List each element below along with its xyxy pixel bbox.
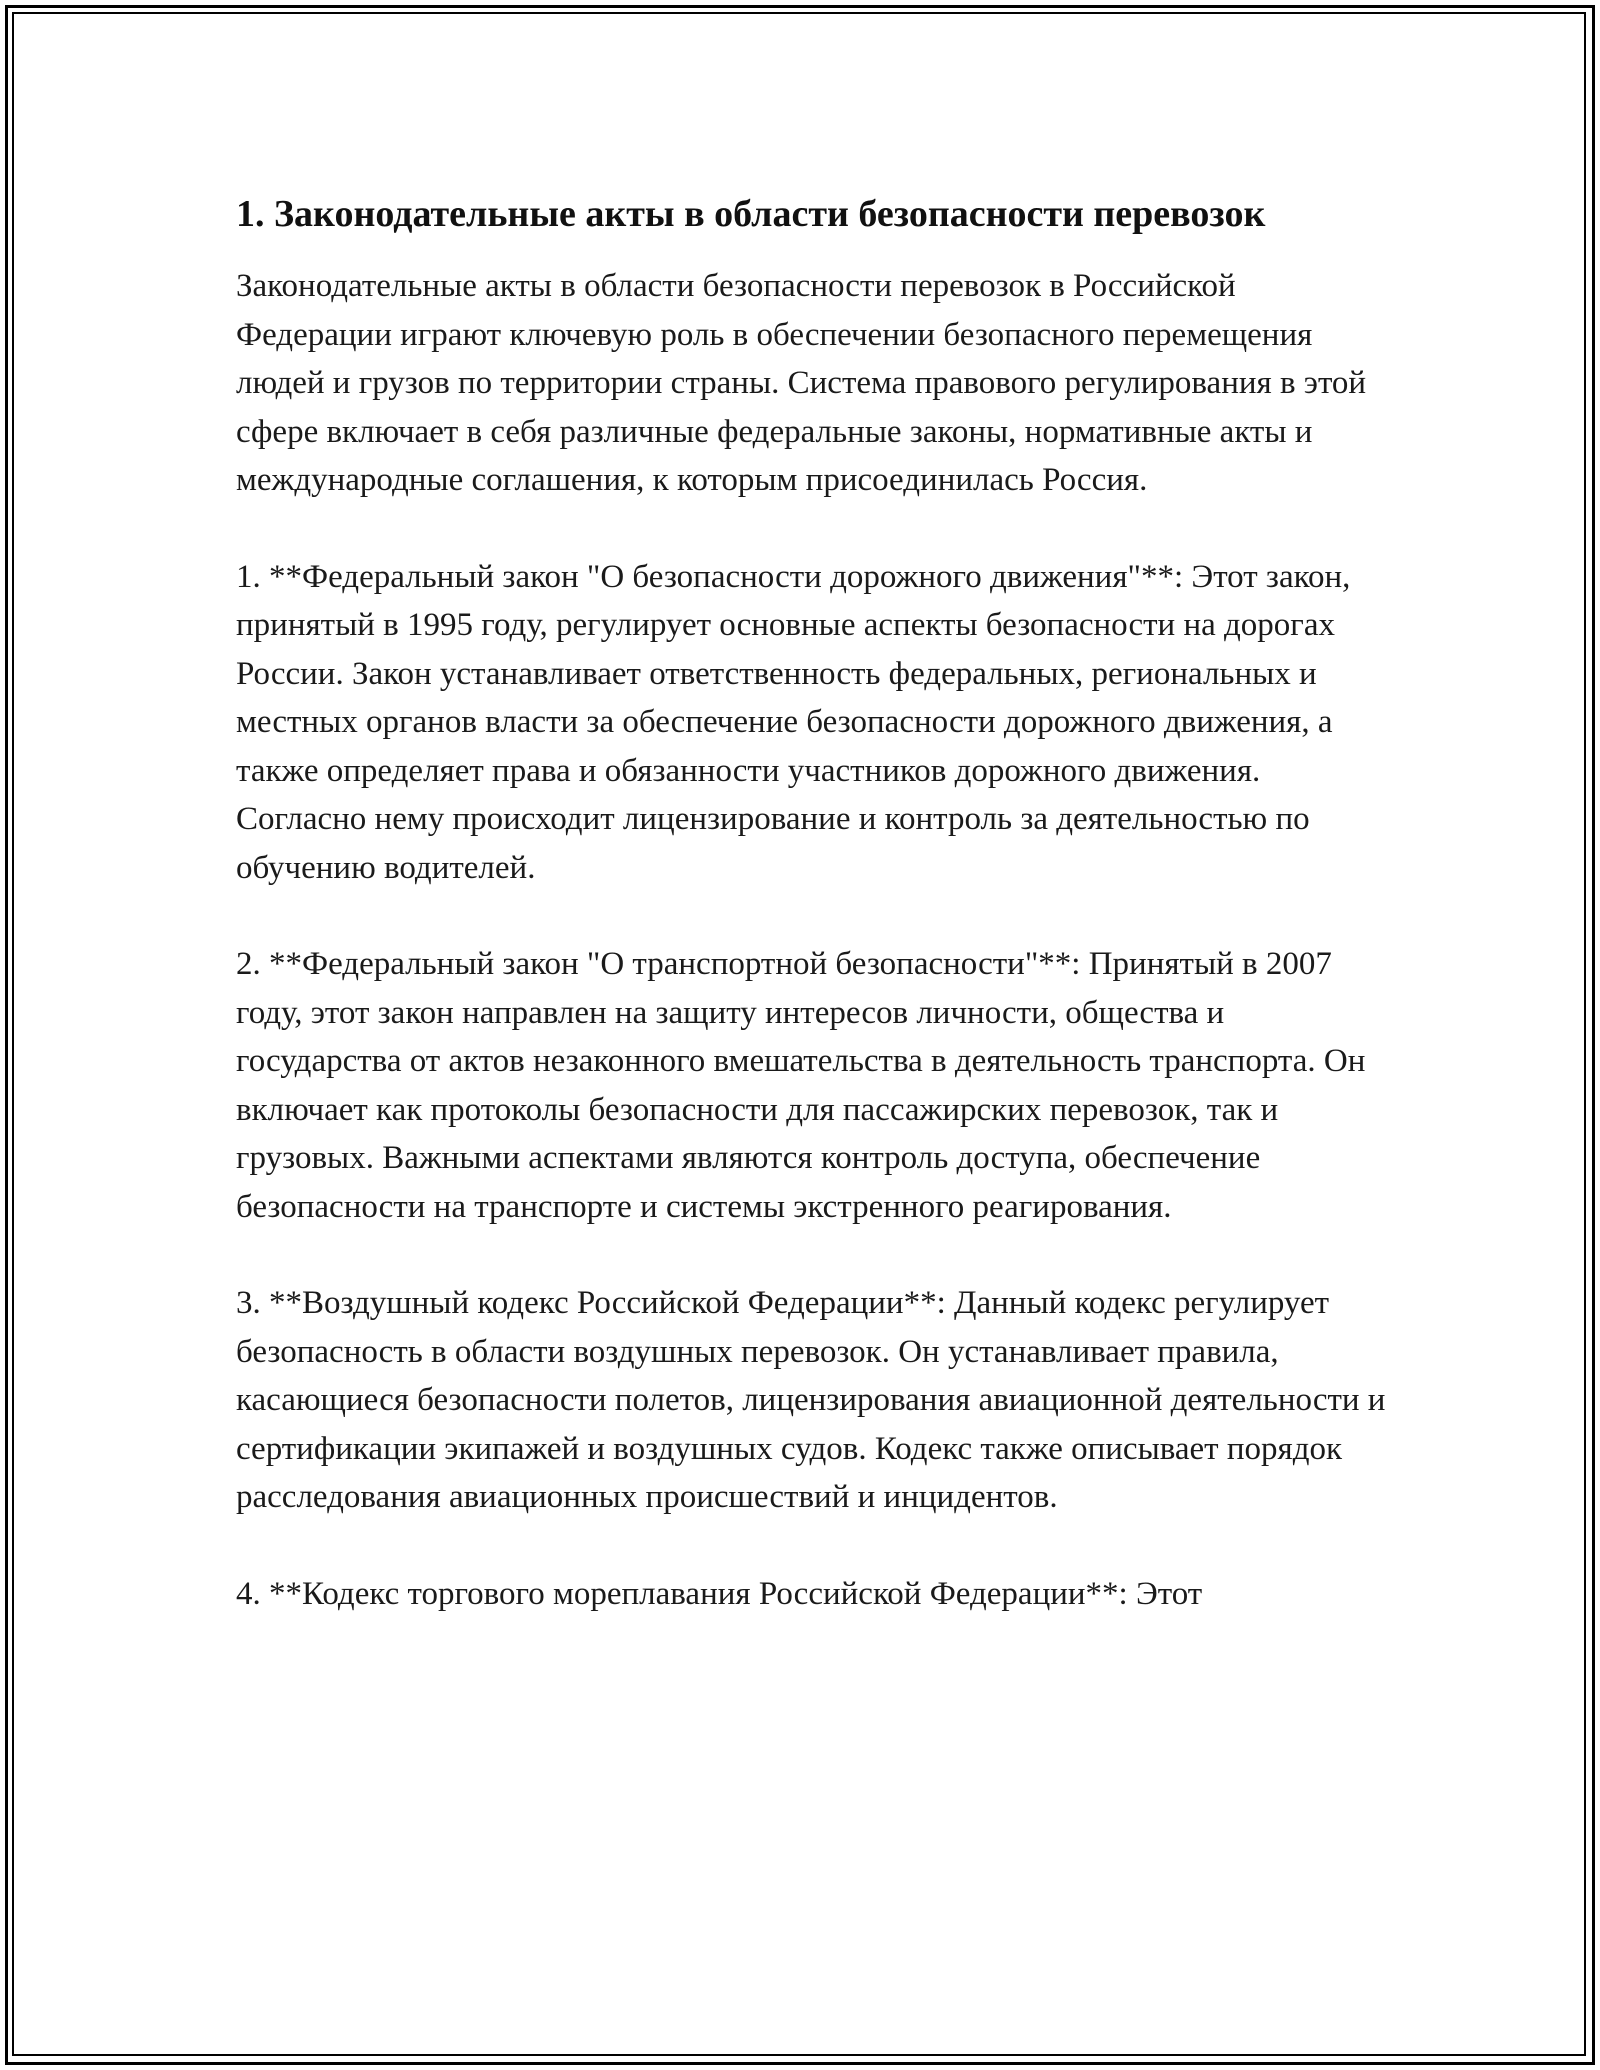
law-item-road-safety: 1. **Федеральный закон "О безопасности дорожного движения"**: Этот закон, принятый в 1995 году, регулирует основные аспекты безопасности на дорогах России. Закон устанавливает ответственность федеральных, региональных и местных органов власти за обеспечение безопасности дорожного движения, а также определяет права и обязанности участников дорожного движения. Согласно нему происходит лицензирование и контроль за деятельностью по обучению водителей. — [236, 558, 1351, 886]
section-heading: 1. Законодательные акты в области безопасности перевозок — [236, 193, 1266, 235]
law-item-air-code: 3. **Воздушный кодекс Российской Федерации**: Данный кодекс регулирует безопасность в области воздушных перевозок. Он устанавливает правила, касающиеся безопасности полетов, лицензирования авиационной деятельности и сертификации экипажей и воздушных судов. Кодекс также описывает порядок расследования авиационных происшествий и инцидентов. — [236, 1285, 1386, 1515]
law-item-maritime-code: 4. **Кодекс торгового мореплавания Российской Федерации**: Этот — [236, 1575, 1203, 1612]
document-body — [236, 186, 1386, 1666]
intro-paragraph: Законодательные акты в области безопасности перевозок в Российской Федерации играют ключевую роль в обеспечении безопасного перемещения людей и грузов по территории страны. Система правового регулирования в этой сфере включает в себя различные федеральные законы, нормативные акты и международные соглашения, к которым присоединилась Россия. — [236, 268, 1367, 498]
law-item-transport-security: 2. **Федеральный закон "О транспортной безопасности"**: Принятый в 2007 году, этот закон направлен на защиту интересов личности, общества и государства от актов незаконного вмешательства в деятельность транспорта. Он включает как протоколы безопасности для пассажирских перевозок, так и грузовых. Важными аспектами являются контроль доступа, обеспечение безопасности на транспорте и системы экстренного реагирования. — [236, 946, 1366, 1225]
